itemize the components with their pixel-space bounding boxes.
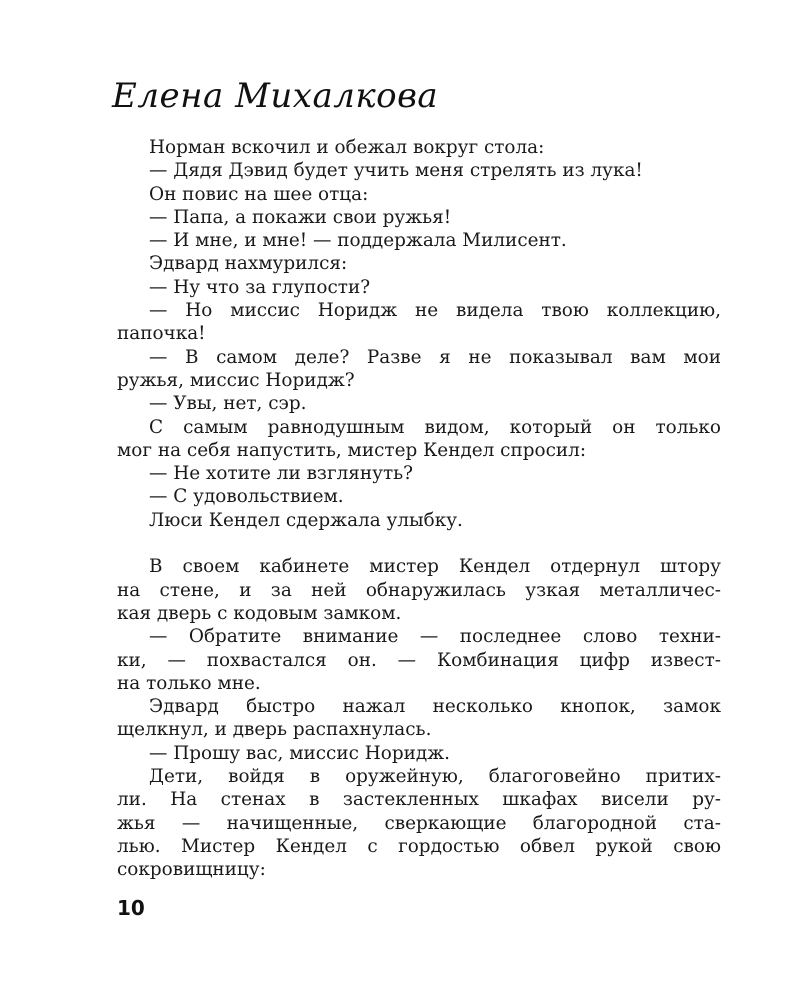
text-line: жья — начищенные, сверкающие благородной ста- xyxy=(117,812,721,834)
text-line: — Но миссис Норидж не видела твою коллекцию, xyxy=(149,300,721,322)
running-head-author: Елена Михалкова xyxy=(112,76,439,116)
text-line: на стене, и за ней обнаружилась узкая металличес- xyxy=(117,579,721,601)
text-line: кая дверь с кодовым замком. xyxy=(117,602,402,624)
text-line: — Обратите внимание — последнее слово техни- xyxy=(149,626,721,648)
text-line: — В самом деле? Разве я не показывал вам мои xyxy=(149,346,721,368)
paragraph-break xyxy=(117,532,721,555)
text-line: Эдвард нахмурился: xyxy=(149,253,348,275)
text-line: С самым равнодушным видом, который он только xyxy=(149,416,721,438)
text-line: В своем кабинете мистер Кендел отдернул штору xyxy=(149,556,721,578)
text-line: — И мне, и мне! — поддержала Милисент. xyxy=(149,230,567,252)
text-line: мог на себя напустить, мистер Кендел спросил: xyxy=(117,439,587,461)
body-text xyxy=(117,136,721,882)
text-line: — Прошу вас, миссис Норидж. xyxy=(149,742,450,764)
text-line: ружья, миссис Норидж? xyxy=(117,369,355,391)
text-line: Дети, войдя в оружейную, благоговейно притих- xyxy=(149,766,721,788)
text-line: Люси Кендел сдержала улыбку. xyxy=(149,509,463,531)
text-line: ли. На стенах в застекленных шкафах висели ру- xyxy=(117,789,721,811)
text-line: Норман вскочил и обежал вокруг стола: xyxy=(149,137,545,158)
text-line: Эдвард быстро нажал несколько кнопок, замок xyxy=(149,696,721,718)
text-line: лью. Мистер Кендел с гордостью обвел рукой свою xyxy=(117,835,721,857)
text-line: — Увы, нет, сэр. xyxy=(149,393,307,415)
text-line: — Дядя Дэвид будет учить меня стрелять из лука! xyxy=(149,160,643,182)
text-line: сокровищницу: xyxy=(117,859,266,881)
text-line: ки, — похвастался он. — Комбинация цифр извест- xyxy=(117,649,721,671)
text-line: — Ну что за глупости? xyxy=(149,276,371,298)
text-line: папочка! xyxy=(117,323,206,345)
text-line: щелкнул, и дверь распахнулась. xyxy=(117,719,432,741)
text-line: — Не хотите ли взглянуть? xyxy=(149,463,413,485)
text-line: на только мне. xyxy=(117,672,261,694)
text-line: — С удовольствием. xyxy=(149,486,344,508)
text-line: — Папа, а покажи свои ружья! xyxy=(149,206,452,228)
text-line: Он повис на шее отца: xyxy=(149,183,369,205)
page-number: 10 xyxy=(117,896,145,920)
